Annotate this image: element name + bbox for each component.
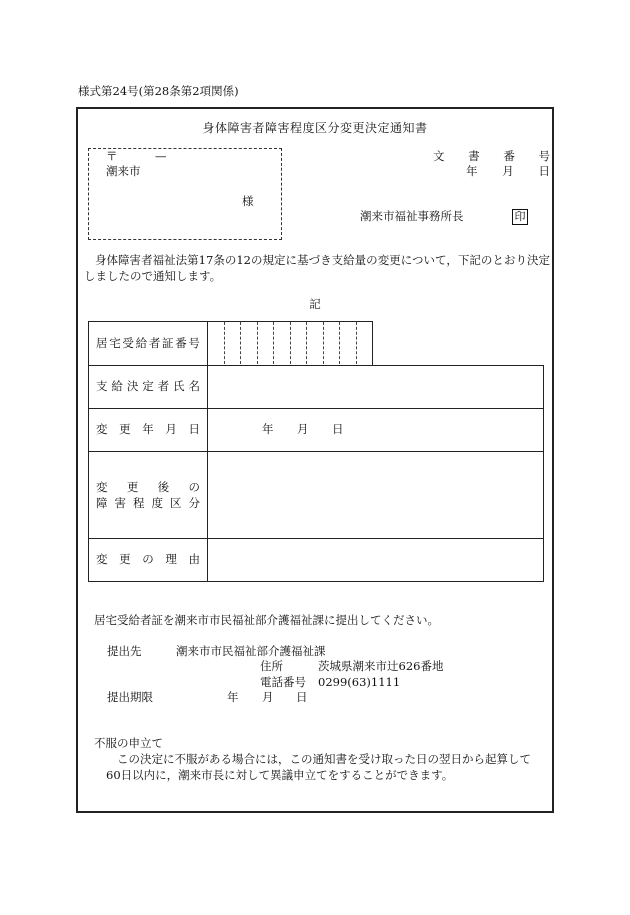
doc-date-char: 日 (538, 164, 550, 178)
appeal-line-2: 60日以内に，潮来市長に対して異議申立てをすることができます。 (106, 768, 454, 782)
document-title: 身体障害者障害程度区分変更決定通知書 (202, 121, 428, 135)
change-reason-char: の (142, 552, 154, 566)
digit-cell-divider (224, 322, 225, 364)
recipient-name-char: 名 (188, 379, 200, 393)
submission-dest-label: 提出先 (107, 644, 142, 658)
postal-mark: 〒 (106, 149, 118, 163)
appeal-line-1: この決定に不服がある場合には，この通知書を受け取った日の翌日から起算して (117, 752, 531, 766)
change-reason-char: 変 (96, 552, 108, 566)
change-reason-char: 由 (188, 552, 200, 566)
recipient-name-char: 者 (157, 379, 170, 393)
recipient-cert-number-char: 居 (96, 336, 108, 350)
doc-date-char: 月 (502, 164, 514, 178)
recipient-cert-number-char: 証 (162, 336, 174, 350)
recipient-cert-number-char: 給 (135, 336, 148, 350)
change-date-char: 年 (142, 422, 154, 436)
form-label: 様式第24号(第28条第2項関係) (78, 84, 239, 98)
notification-body: 身体障害者福祉法第17条の12の規定に基づき支給量の変更について，下記のとおり決定しましたので通知します。 (84, 253, 550, 283)
digit-cell-divider (323, 322, 324, 364)
submission-phone-label: 電話番号 (260, 675, 306, 689)
recipient-cert-number-char: 受 (122, 336, 134, 350)
submission-deadline-label: 提出期限 (107, 690, 153, 704)
change-date-month: 月 (297, 422, 309, 436)
deadline-year: 年 (227, 690, 239, 704)
post-change-label-line1 (96, 482, 200, 494)
submission-phone-value: 0299(63)1111 (318, 675, 401, 689)
deadline-month: 月 (262, 690, 274, 704)
change-reason-label (96, 554, 200, 566)
address-city: 潮来市 (106, 164, 141, 178)
doc-number-char: 番 (503, 149, 515, 163)
addressee-honorific: 様 (242, 194, 254, 208)
ki-heading: 記 (309, 297, 321, 311)
issuer-name: 潮来市福祉事務所長 (360, 209, 464, 223)
recipient-cert-number-char: 番 (175, 336, 187, 350)
change-date-label (96, 424, 200, 436)
change-reason-char: 更 (119, 552, 131, 566)
post-change-char: 更 (126, 480, 139, 494)
post-change-char: 後 (157, 480, 170, 494)
recipient-name-char: 給 (111, 379, 123, 393)
recipient-name-char: 支 (96, 379, 108, 393)
recipient-cert-number-label (96, 338, 200, 350)
disability-level-char: 害 (114, 496, 126, 510)
recipient-cert-number-char: 者 (148, 336, 161, 350)
digit-cell-divider (290, 322, 291, 364)
digit-cell-divider (273, 322, 274, 364)
digit-cell-divider (356, 322, 357, 364)
recipient-cert-number-char: 宅 (109, 336, 121, 350)
postal-dash: — (155, 149, 167, 163)
post-change-char: 変 (96, 480, 108, 494)
submission-dest-value: 潮来市市民福祉部介護福祉課 (176, 644, 326, 658)
submission-address-value: 茨城県潮来市辻626番地 (318, 659, 444, 673)
disability-level-char: 度 (151, 496, 163, 510)
disability-level-char: 区 (170, 496, 182, 510)
recipient-name-label (96, 381, 200, 393)
doc-number-char: 文 (433, 149, 445, 163)
document-number-label (433, 151, 550, 163)
seal-mark: 印 (512, 209, 528, 225)
document-date-label (466, 166, 550, 178)
change-date-day: 日 (332, 422, 344, 436)
digit-cell-divider (257, 322, 258, 364)
submission-address-label: 住所 (260, 659, 283, 673)
change-date-year: 年 (262, 422, 274, 436)
change-date-char: 変 (96, 422, 108, 436)
digit-cell-divider (240, 322, 241, 364)
doc-number-char: 号 (538, 149, 550, 163)
disability-level-char: 障 (96, 496, 108, 510)
digit-cell-divider (306, 322, 307, 364)
submission-instruction: 居宅受給者証を潮来市市民福祉部介護福祉課に提出してください。 (94, 613, 439, 627)
post-change-char: の (188, 480, 200, 494)
doc-date-char: 年 (466, 164, 478, 178)
digit-cell-divider (339, 322, 340, 364)
recipient-name-char: 氏 (173, 379, 185, 393)
post-change-label-line2 (96, 498, 200, 510)
change-reason-char: 理 (165, 552, 177, 566)
recipient-name-char: 定 (142, 379, 154, 393)
disability-level-char: 程 (133, 496, 145, 510)
recipient-name-char: 決 (126, 379, 139, 393)
disability-level-char: 分 (188, 496, 200, 510)
change-date-char: 日 (188, 422, 200, 436)
change-date-char: 更 (119, 422, 131, 436)
recipient-cert-number-char: 号 (188, 336, 200, 350)
appeal-heading: 不服の申立て (94, 736, 163, 750)
doc-number-char: 書 (468, 149, 480, 163)
change-date-char: 月 (165, 422, 177, 436)
deadline-day: 日 (296, 690, 308, 704)
